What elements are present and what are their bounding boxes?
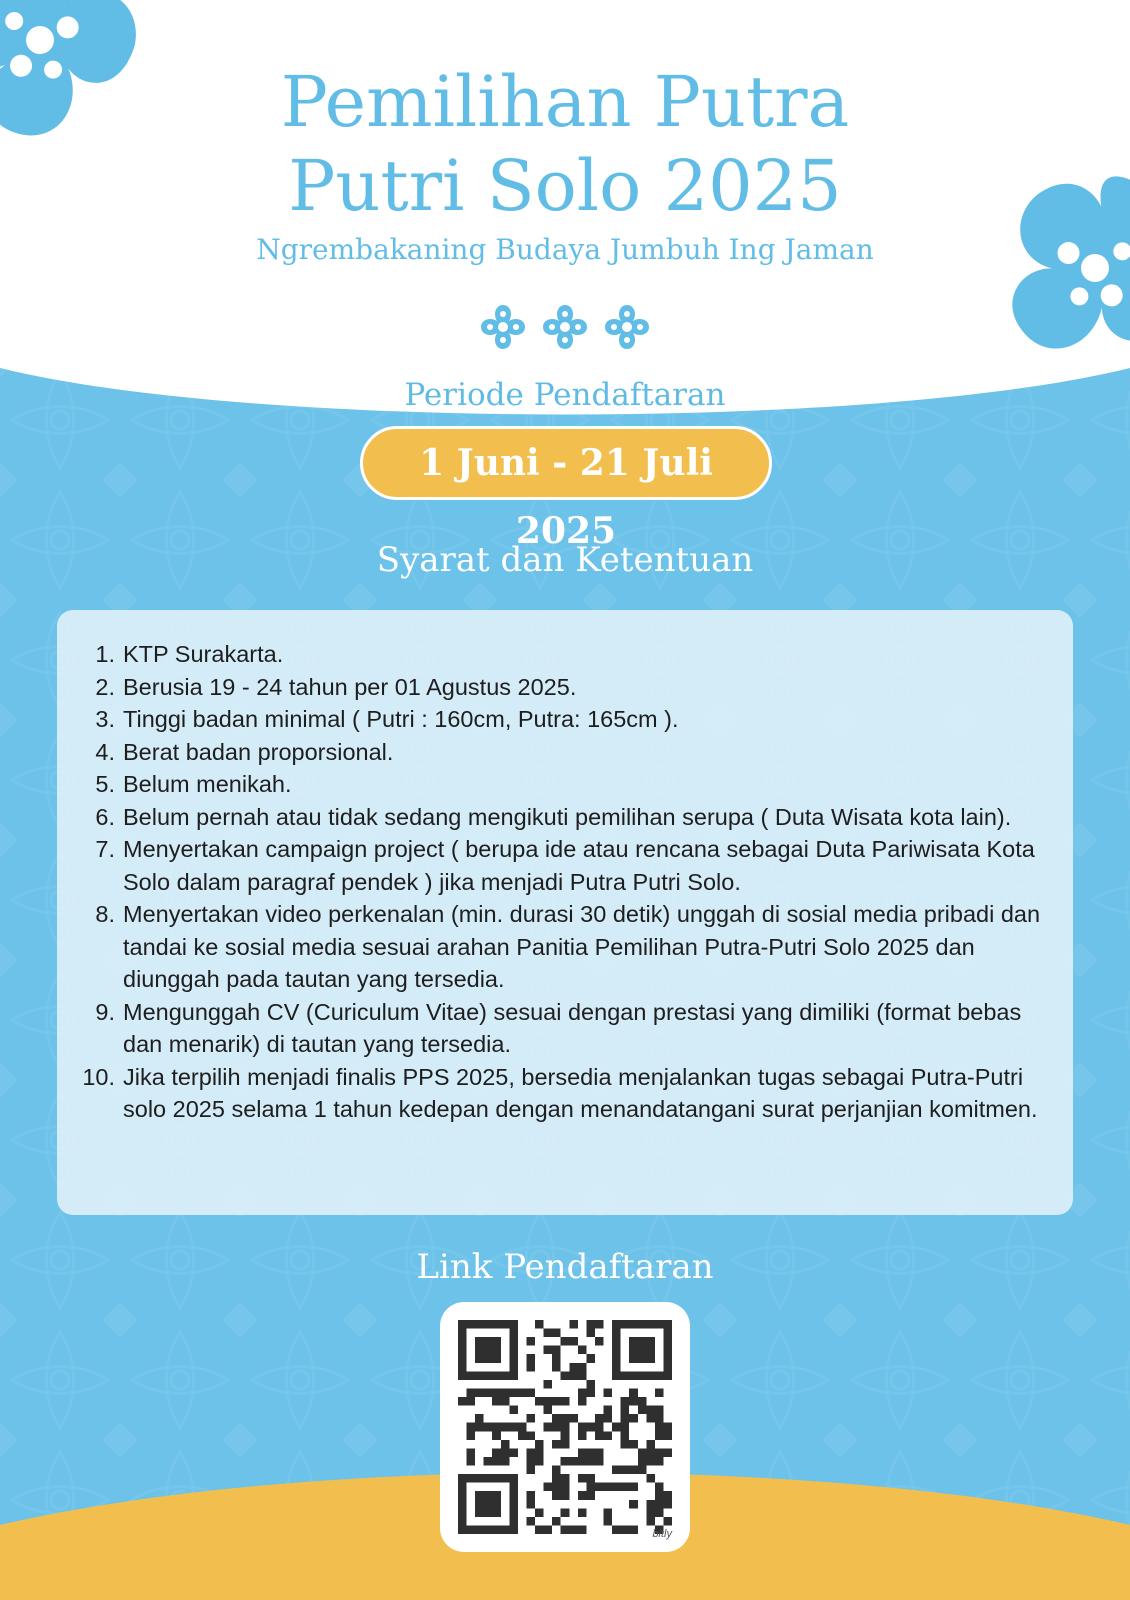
list-item-text: Belum menikah.: [123, 771, 292, 797]
qr-card[interactable]: [440, 1302, 690, 1552]
list-item-text: Belum pernah atau tidak sedang mengikuti pemilihan serupa ( Duta Wisata kota lain).: [123, 803, 1012, 830]
list-item-text: Tinggi badan minimal ( Putri : 160cm, Putra: 165cm ).: [123, 706, 679, 732]
title-line-1: Pemilihan Putra: [280, 61, 850, 143]
period-dates-badge: 1 Juni - 21 Juli 2025: [360, 426, 772, 500]
list-item-text: Menyertakan campaign project ( berupa ide atau rencana sebagai Duta Pariwisata Kota Solo dalam paragraf pendek ) jika menjadi Putra Putri Solo.: [123, 836, 1035, 895]
list-item-number: 10.: [82, 1063, 115, 1090]
qr-code-icon[interactable]: [458, 1320, 672, 1534]
list-item: [57, 703, 1073, 736]
list-item-number: 4.: [95, 738, 115, 765]
list-item-number: 8.: [95, 901, 115, 927]
list-item-text: Mengunggah CV (Curiculum Vitae) sesuai dengan prestasi yang dimiliki (format bebas dan menarik) di tautan yang tersedia.: [123, 998, 1022, 1057]
list-item-number: 6.: [95, 803, 115, 830]
list-item-number: 9.: [95, 998, 115, 1025]
tagline: Ngrembakaning Budaya Jumbuh Ing Jaman: [256, 233, 874, 266]
list-item-text: Menyertakan video perkenalan (min. durasi 30 detik) unggah di sosial media pribadi dan tandai ke sosial media sesuai arahan Panitia Pemilihan Putra-Putri Solo 2025 dan diunggah pada tautan yang tersedia.: [123, 901, 1041, 992]
list-item-number: 5.: [95, 771, 115, 797]
list-item: [57, 671, 1073, 704]
list-item: [57, 638, 1073, 671]
terms-heading: Syarat dan Ketentuan: [376, 540, 754, 580]
list-item-text: Berusia 19 - 24 tahun per 01 Agustus 2025.: [123, 673, 577, 700]
flower-ornament-icon: [605, 305, 649, 349]
title-line-2: Putri Solo 2025: [288, 145, 842, 227]
list-item-text: KTP Surakarta.: [123, 641, 284, 667]
list-item: [57, 996, 1073, 1061]
list-item: [57, 801, 1073, 834]
ornament-row: [478, 302, 652, 352]
list-item-number: 1.: [95, 641, 115, 667]
list-item: [57, 736, 1073, 769]
link-heading: Link Pendaftaran: [416, 1247, 714, 1287]
list-item: [57, 1061, 1073, 1126]
list-item: [57, 833, 1073, 898]
list-item-text: Berat badan proporsional.: [123, 738, 394, 765]
list-item-number: 2.: [95, 673, 115, 700]
list-item: [57, 768, 1073, 801]
list-item-text: Jika terpilih menjadi finalis PPS 2025, bersedia menjalankan tugas sebagai Putra-Putri solo 2025 selama 1 tahun kedepan dengan menandatangani surat perjanjian komitmen.: [123, 1063, 1038, 1122]
terms-list: [57, 638, 1073, 1126]
flower-ornament-icon: [543, 305, 587, 349]
qr-brand-label: bitly: [652, 1528, 672, 1540]
list-item: [57, 898, 1073, 996]
terms-panel: [57, 610, 1073, 1215]
list-item-number: 7.: [95, 836, 115, 862]
flower-ornament-icon: [481, 305, 525, 349]
page-title: [0, 60, 1130, 228]
period-label: Periode Pendaftaran: [404, 377, 726, 413]
list-item-number: 3.: [95, 706, 115, 732]
